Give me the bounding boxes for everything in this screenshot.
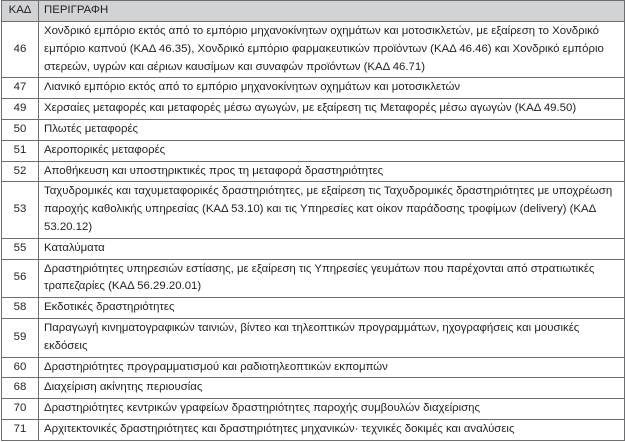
row-code: 70 — [2, 399, 39, 420]
row-code: 68 — [2, 378, 39, 399]
row-description: Διαχείριση ακίνητης περιουσίας — [39, 378, 625, 399]
table-row — [2, 298, 625, 319]
row-description: Αποθήκευση και υποστηρικτικές προς τη μεταφορά δραστηριότητες — [39, 161, 625, 182]
row-code: 59 — [2, 318, 39, 357]
row-code: 49 — [2, 99, 39, 120]
header-description: ΠΕΡΙΓΡΑΦΗ — [39, 1, 625, 22]
row-description: Δραστηριότητες υπηρεσιών εστίασης, με εξαίρεση τις Υπηρεσίες γευμάτων που παρέχονται από στρατιωτικές τραπεζαρίες (ΚΑΔ 56.29.20.01) — [39, 259, 625, 298]
row-description: Δραστηριότητες κεντρικών γραφείων δραστηριότητες παροχής συμβουλών διαχείρισης — [39, 399, 625, 420]
row-description: Λιανικό εμπόριο εκτός από το εμπόριο μηχανοκίνητων οχημάτων και μοτοσικλετών — [39, 78, 625, 99]
table-row — [2, 357, 625, 378]
table-row — [2, 161, 625, 182]
table-row — [2, 318, 625, 357]
table-row — [2, 140, 625, 161]
row-description: Παραγωγή κινηματογραφικών ταινιών, βίντεο και τηλεοπτικών προγραμμάτων, ηχογραφήσεις και μουσικές εκδόσεις — [39, 318, 625, 357]
table-row — [2, 419, 625, 440]
row-code: 52 — [2, 161, 39, 182]
row-code: 47 — [2, 78, 39, 99]
table-row — [2, 399, 625, 420]
row-code: 56 — [2, 259, 39, 298]
row-description: Ταχυδρομικές και ταχυμεταφορικές δραστηριότητες, με εξαίρεση τις Ταχυδρομικές δραστηριότητες με υποχρέωση παροχής καθολικής υπηρεσίας (ΚΑΔ 53.10) και τις Υπηρεσίες κατ οίκον παράδοσης τροφίμων (delivery) (ΚΑΔ 53.20.12) — [39, 182, 625, 238]
table-row — [2, 99, 625, 120]
row-description: Αρχιτεκτονικές δραστηριότητες και δραστηριότητες μηχανικών· τεχνικές δοκιμές και αναλύσεις — [39, 419, 625, 440]
row-description: Χερσαίες μεταφορές και μεταφορές μέσω αγωγών, με εξαίρεση τις Μεταφορές μέσω αγωγών (ΚΑΔ 49.50) — [39, 99, 625, 120]
row-description: Χονδρικό εμπόριο εκτός από το εμπόριο μηχανοκίνητων οχημάτων και μοτοσικλετών, με εξαίρεση το Χονδρικό εμπόριο καπνού (ΚΑΔ 46.35), Χονδρικό εμπόριο φαρμακευτικών προϊόντων (ΚΑΔ 46.46) και Χονδρικό εμπόριο στερεών, υγρών και αέριων καυσίμων και συναφών προϊόντων (ΚΑΔ 46.71) — [39, 22, 625, 78]
table-row — [2, 78, 625, 99]
table-row — [2, 182, 625, 238]
row-code: 55 — [2, 238, 39, 259]
table-row — [2, 378, 625, 399]
row-code: 60 — [2, 357, 39, 378]
row-description: Εκδοτικές δραστηριότητες — [39, 298, 625, 319]
header-code: ΚΑΔ — [2, 1, 39, 22]
row-description: Πλωτές μεταφορές — [39, 119, 625, 140]
row-description: Δραστηριότητες προγραμματισμού και ραδιοτηλεοπτικών εκπομπών — [39, 357, 625, 378]
row-code: 58 — [2, 298, 39, 319]
kad-table — [1, 0, 625, 441]
table-row — [2, 238, 625, 259]
row-code: 51 — [2, 140, 39, 161]
row-code: 46 — [2, 22, 39, 78]
table-row — [2, 259, 625, 298]
row-description: Αεροπορικές μεταφορές — [39, 140, 625, 161]
header-row — [2, 1, 625, 22]
table-row — [2, 22, 625, 78]
row-description: Καταλύματα — [39, 238, 625, 259]
row-code: 50 — [2, 119, 39, 140]
table-row — [2, 119, 625, 140]
row-code: 71 — [2, 419, 39, 440]
table-body — [2, 22, 625, 441]
row-code: 53 — [2, 182, 39, 238]
